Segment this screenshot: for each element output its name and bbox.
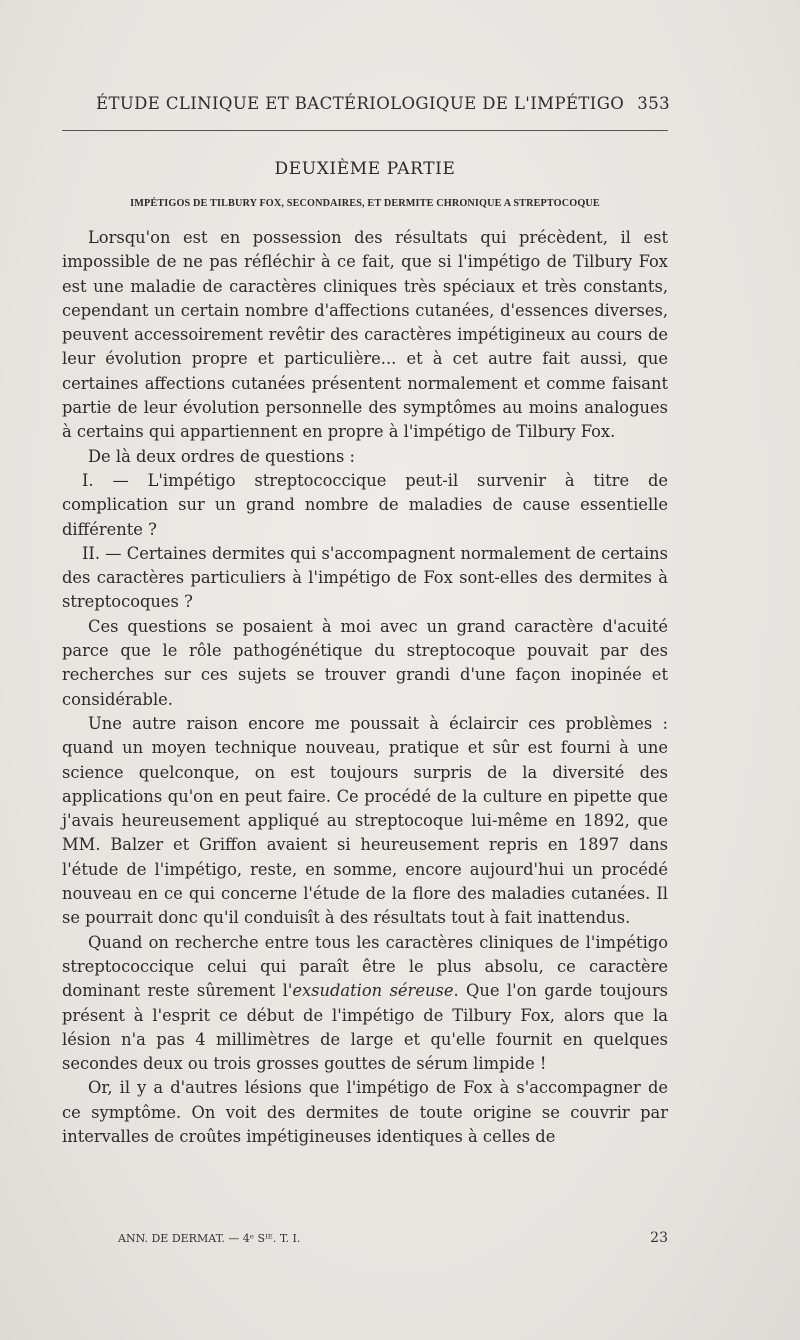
page-number: 353 [637,94,670,113]
sheet-number: 23 [650,1230,668,1246]
paragraph: Une autre raison encore me poussait à éclaircir ces problèmes : quand un moyen technique nouveau, pratique et sûr est fourni à une science quelconque, on est toujours surpris de la diversité des applications qu'on en peut faire. Ce procédé de la culture en pipette que j'avais heureusement appliqué au streptocoque lui-même en 1892, que MM. Balzer et Griffon avaient si heureusement repris en 1897 dans l'étude de l'impétigo, reste, en somme, encore aujourd'hui un procédé nouveau en ce qui concerne l'étude de la flore des maladies cutanées. Il se pourrait donc qu'il conduisît à des résultats tout à fait inattendus. [62,713,668,928]
running-header [96,94,670,113]
paragraph-text: . Que l'on garde toujours présent à l'esprit ce début de l'impétigo de Tilbury Fox, alors que la lésion n'a pas 4 millimètres de large et qu'elle fournit en quelques secondes deux ou trois grosses gouttes de sérum limpide ! [62,981,668,1074]
italic-term: exsudation séreuse [292,981,454,1001]
page-footer [118,1230,668,1246]
paragraph-exsudation [62,931,668,1077]
part-title: DEUXIÈME PARTIE [274,159,456,179]
section-subtitle: IMPÉTIGOS DE TILBURY FOX, SECONDAIRES, ET DERMITE CHRONIQUE A STREPTOCOQUE [130,198,600,209]
question-1: I. — L'impétigo streptococcique peut-il survenir à titre de complication sur un grand nombre de maladies de cause essentielle différente ? [62,470,668,539]
paragraph: Or, il y a d'autres lésions que l'impétigo de Fox à s'accompagner de ce symptôme. On voit des dermites de toute origine se couvrir par intervalles de croûtes impétigineuses identiques à celles de [62,1078,668,1146]
running-title: ÉTUDE CLINIQUE ET BACTÉRIOLOGIQUE DE L'IMPÉTIGO [96,94,625,113]
paragraph: Ces questions se posaient à moi avec un grand caractère d'acuité parce que le rôle pathogénétique du streptocoque pouvait par des recherches sur ces sujets se trouver grandi d'une façon inopinée et considérable. [62,616,668,709]
header-rule [62,130,668,131]
paragraph: Lorsqu'on est en possession des résultats qui précèdent, il est impossible de ne pas réfléchir à ce fait, que si l'impétigo de Tilbury Fox est une maladie de caractères cliniques très spéciaux et très constants, cependant un certain nombre d'affections cutanées, d'essences diverses, peuvent accessoirement revêtir des caractères impétigineux au cours de leur évolution propre et particulière... et à cet autre fait aussi, que certaines affections cutanées présentent normalement et comme faisant partie de leur évolution personnelle des symptômes au moins analogues à certains qui appartiennent en propre à l'impétigo de Tilbury Fox. [62,228,668,442]
body-text [62,226,668,1149]
question-2: II. — Certaines dermites qui s'accompagnent normalement de certains des caractères particuliers à l'impétigo de Fox sont-elles des dermites à streptocoques ? [62,543,668,612]
footer-signature: ANN. DE DERMAT. — 4ᵉ Sᴵᴱ. T. I. [118,1232,301,1245]
paragraph-text: Quand on recherche entre tous les caractères cliniques de l'impétigo streptococcique celui qui paraît être le plus absolu, ce caractère dominant reste sûrement l' [62,932,668,1001]
paragraph: De là deux ordres de questions : [88,446,355,466]
